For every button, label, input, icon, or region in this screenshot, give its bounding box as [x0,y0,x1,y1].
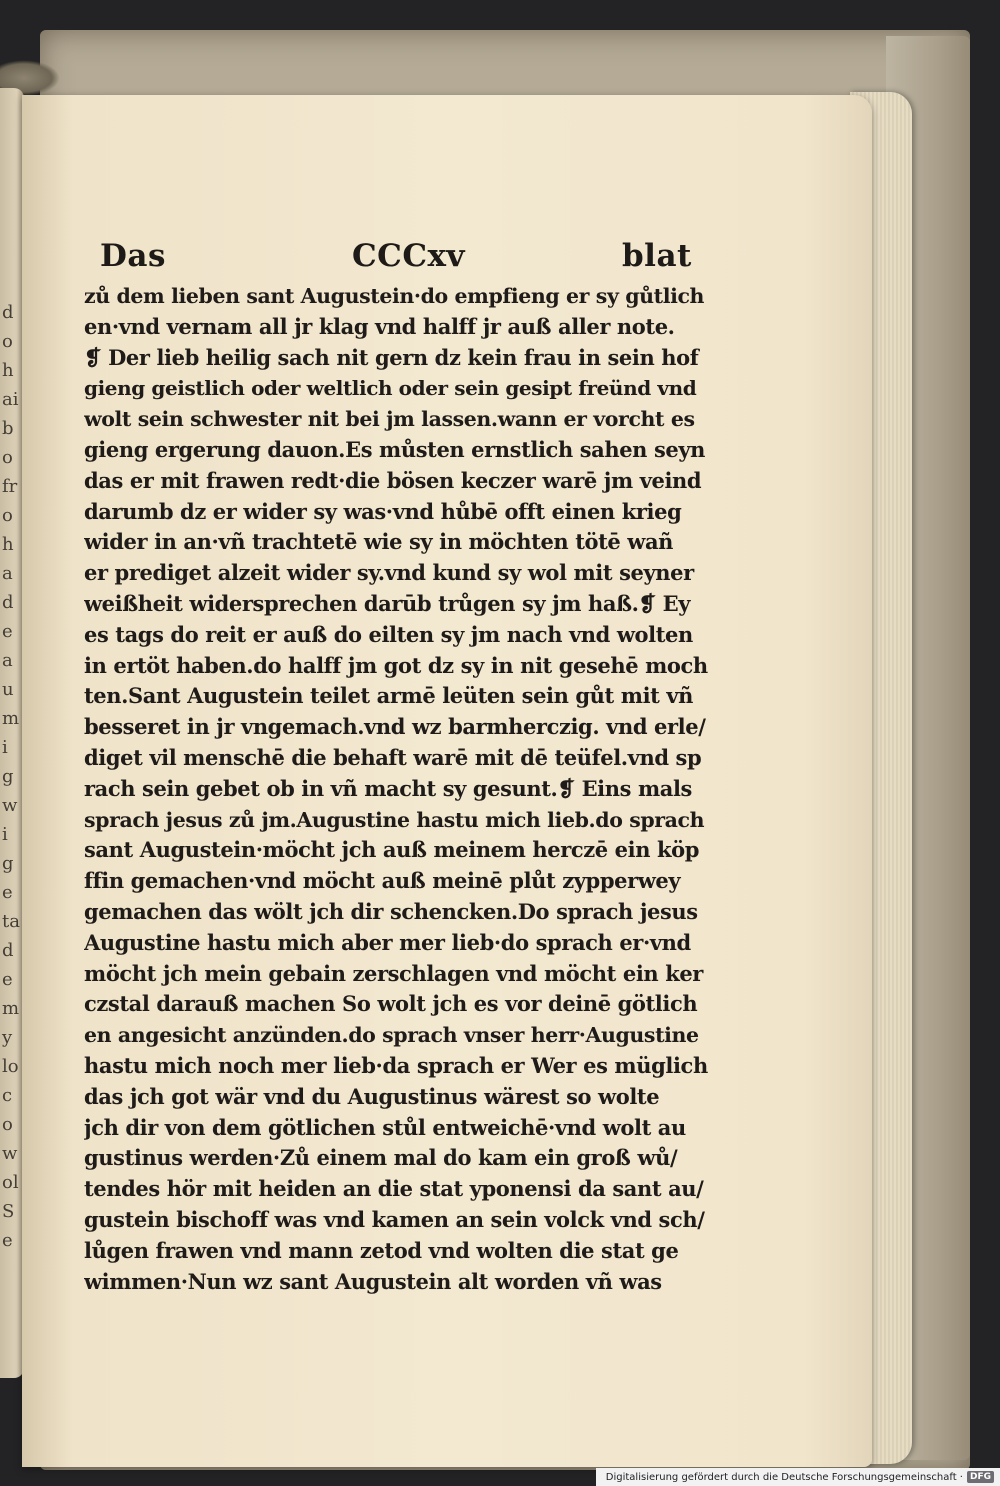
text-line: besseret in jr vngemach.vnd wz barmherczig. vnd erle/ [84,714,706,740]
text-block [84,281,709,1297]
text-line: sprach jesus zů jm.Augustine hastu mich lieb.do sprach [84,807,705,832]
text-line: möcht jch mein gebain zerschlagen vnd möcht ein ker [84,960,703,986]
text-line: er prediget alzeit wider sy.vnd kund sy wol mit seyner [84,560,694,586]
text-line: das er mit frawen redt·die bösen keczer warē jm veind [84,467,702,493]
funding-credit: Digitalisierung gefördert durch die Deutsche Forschungsgemeinschaft · [605,1471,963,1483]
text-line: ❡ Der lieb heilig sach nit gern dz kein frau in sein hof [84,344,699,370]
running-head-left: Das [100,238,166,274]
text-line: gieng ergerung dauon.Es můsten ernstlich sahen seyn [84,436,706,462]
text-line: ffin gemachen·vnd möcht auß meinē plůt zypperwey [84,868,681,894]
text-line: gustinus werden·Zů einem mal do kam ein groß wů/ [84,1145,678,1171]
text-line: rach sein gebet ob in vñ macht sy gesunt.❡ Eins mals [84,775,692,801]
running-head-right: blat [622,238,692,274]
text-line: Augustine hastu mich aber mer lieb·do sprach er·vnd [84,929,691,955]
text-line: czstal darauß machen So wolt jch es vor deinē götlich [84,991,698,1017]
text-line: gustein bischoff was vnd kamen an sein volck vnd sch/ [84,1206,705,1232]
text-line: tendes hör mit heiden an die stat yponensi da sant au/ [84,1176,704,1202]
text-line: darumb dz er wider sy was·vnd hůbē offt einen krieg [84,498,682,524]
text-line: jch dir von dem götlichen stůl entweichē·vnd wolt au [84,1114,686,1140]
text-line: das jch got wär vnd du Augustinus wärest so wolte [84,1083,660,1109]
text-line: wolt sein schwester nit bei jm lassen.wann er vorcht es [84,407,695,432]
text-line: in ertöt haben.do halff jm got dz sy in nit gesehē moch [84,652,708,678]
text-line: sant Augustein·möcht jch auß meinem herczē ein köp [84,837,700,863]
folio-number: CCCxv [352,238,466,274]
running-head [100,238,690,278]
text-line: zů dem lieben sant Augustein·do empfieng er sy gůtlich [84,284,705,308]
text-line: diget vil menschē die behaft warē mit dē teüfel.vnd sp [84,744,702,770]
facing-page-left [0,88,24,1378]
text-line: lůgen frawen vnd mann zetod vnd wolten die stat ge [84,1237,679,1263]
text-line: wimmen·Nun wz sant Augustein alt worden vñ was [84,1268,662,1294]
text-line: es tags do reit er auß do eilten sy jm nach vnd wolten [84,621,693,647]
text-line: wider in an·vñ trachtetē wie sy in möchten tötē wañ [84,529,674,555]
text-line: hastu mich noch mer lieb·da sprach er Wer es müglich [84,1052,708,1078]
dfg-logo: DFG [967,1471,994,1483]
text-line: ten.Sant Augustein teilet armē leüten sein gůt mit vñ [84,683,694,709]
footer-bar [596,1468,1000,1486]
text-line: weißheit widersprechen darūb trůgen sy jm haß.❡ Ey [84,590,691,616]
text-line: en·vnd vernam all jr klag vnd halff jr auß aller note. [84,313,675,339]
text-line: gemachen das wölt jch dir schencken.Do sprach jesus [84,898,698,924]
facing-page-text: do hai bo fro ha de au mi g wi ge ta de my lo co wol Se [2,302,20,1251]
text-line: en angesicht anzünden.do sprach vnser herr·Augustine [84,1023,699,1048]
text-line: gieng geistlich oder weltlich oder sein gesipt freünd vnd [84,376,697,401]
